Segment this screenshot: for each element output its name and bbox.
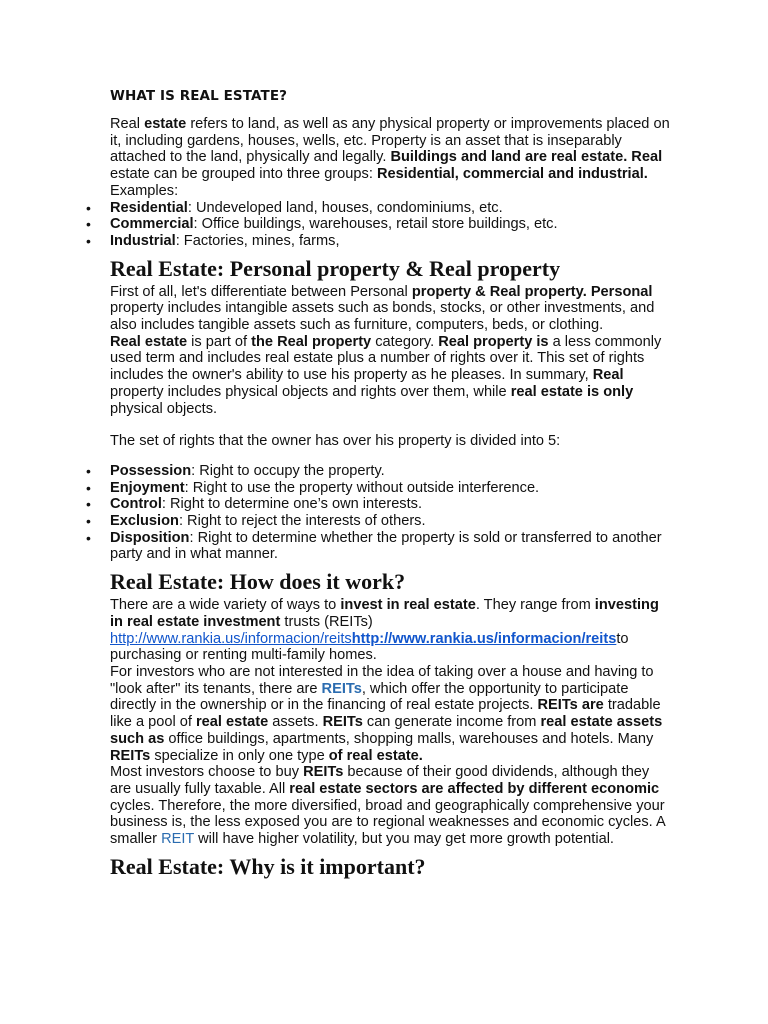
document-page <box>110 86 670 882</box>
bold-text: investing in real estate investment <box>110 597 659 630</box>
bold-text: property & Real property. <box>411 283 587 300</box>
list-term: Industrial <box>110 232 176 249</box>
list-desc: : Right to occupy the property. <box>191 462 385 479</box>
text: because of their good dividends, although they are usually fully taxable. All <box>110 764 650 797</box>
intro-paragraph <box>110 116 670 200</box>
bold-text: REITs are <box>537 697 604 714</box>
bold-text: Residential, commercial and industrial. <box>376 166 648 183</box>
bold-text: Real estate <box>110 333 188 350</box>
text: a less commonly used term and includes real estate plus a number of rights over it. This set of rights includes the owner's ability to use his property as he pleases. In summary, <box>110 333 662 384</box>
text: office buildings, apartments, shopping malls, warehouses and hotels. Many <box>164 730 654 747</box>
text: physical objects. <box>110 400 218 417</box>
text: can generate income from <box>362 714 541 731</box>
list-term: Enjoyment <box>110 479 185 496</box>
reit-term-link[interactable]: REIT <box>161 831 195 848</box>
paragraph <box>110 597 670 664</box>
bold-text: REITs <box>303 764 344 781</box>
reits-link-bold[interactable]: http://www.rankia.us/informacion/reits <box>351 630 617 647</box>
list-item <box>110 216 670 233</box>
text: tradable like a pool of <box>110 697 661 731</box>
text: Examples: <box>110 182 179 199</box>
list-item <box>110 463 670 480</box>
bold-text: invest in real estate <box>340 597 476 614</box>
text: , which offer the opportunity to participate directly in the ownership or in the financing of real estate projects. <box>110 680 629 714</box>
bold-text: real estate assets such as <box>110 714 663 747</box>
paragraph: The set of rights that the owner has over his property is divided into 5: <box>110 433 561 450</box>
text: assets. <box>268 714 323 731</box>
list-item <box>110 496 670 513</box>
section-heading-why-important: Real Estate: Why is it important? <box>110 853 426 879</box>
list-desc: : Office buildings, warehouses, retail store buildings, etc. <box>193 216 558 233</box>
list-item <box>110 513 670 530</box>
bold-text: real estate <box>196 714 269 731</box>
bold-text: Real <box>592 367 624 384</box>
section-heading-how-it-works: Real Estate: How does it work? <box>110 569 406 595</box>
text: is part of <box>187 333 252 350</box>
text: Most investors choose to buy <box>110 764 304 781</box>
text: There are a wide variety of ways to <box>110 597 341 614</box>
list-term: Commercial <box>110 216 194 233</box>
text: trusts (REITs) <box>280 613 373 630</box>
reits-term-link[interactable]: REITs <box>321 680 362 697</box>
list-term: Disposition <box>110 529 190 546</box>
reits-link[interactable]: http://www.rankia.us/informacion/reits <box>110 630 352 647</box>
bold-text: REITs <box>110 747 151 764</box>
list-item <box>110 480 670 497</box>
bold-text: Buildings and land are real estate. Real <box>390 149 663 166</box>
text: will have higher volatility, but you may get more growth potential. <box>194 831 614 848</box>
list-item <box>110 200 670 217</box>
paragraph <box>110 284 670 334</box>
list-term: Possession <box>110 462 192 479</box>
list-item <box>110 530 670 563</box>
paragraph <box>110 334 670 418</box>
text: cycles. Therefore, the more diversified, broad and geographically comprehensive your business is, the less exposed you are to regional weaknesses and economic cycles. A smaller <box>110 797 665 848</box>
list-term: Control <box>110 496 162 513</box>
text: property includes intangible assets such as bonds, stocks, or other investments, and also includes tangible assets such as furniture, computers, beds, or clothing. <box>110 300 655 334</box>
list-desc: : Right to determine one’s own interests. <box>161 496 423 513</box>
text: refers to land, as well as any physical property or improvements placed on it, including gardens, houses, wells, etc. Property is an asset that is inseparably attached to the land, physically and legally. <box>110 116 670 166</box>
section-heading-personal-real: Real Estate: Personal property & Real property <box>110 255 561 281</box>
list-desc: : Undeveloped land, houses, condominiums, etc. <box>187 199 503 216</box>
text: specialize in only one type <box>150 747 329 764</box>
bold-text: of real estate. <box>328 747 423 764</box>
text: category. <box>371 333 439 350</box>
text: First of all, let's differentiate between Personal <box>110 283 412 300</box>
paragraph <box>110 764 670 848</box>
text: to purchasing or renting multi-family homes. <box>110 630 629 664</box>
bold-text: REITs <box>322 714 363 731</box>
list-term: Residential <box>110 199 188 216</box>
text: property includes physical objects and rights over them, while <box>110 383 511 400</box>
bold-text: Personal <box>590 283 653 300</box>
bold-text: the Real property <box>251 333 372 350</box>
list-desc: : Right to reject the interests of others. <box>178 513 426 530</box>
bold-text: real estate sectors are affected by different economic <box>289 780 660 797</box>
list-desc: : Right to use the property without outside interference. <box>184 479 540 496</box>
bold-text: Real property is <box>438 333 549 350</box>
property-groups-list <box>110 200 670 250</box>
bold-text: estate <box>144 116 187 132</box>
bold-text: real estate is only <box>510 383 634 400</box>
list-desc: : Factories, mines, farms, <box>175 232 340 249</box>
list-desc: : Right to determine whether the property is sold or transferred to another party and in what manner. <box>110 529 662 563</box>
list-item <box>110 233 670 250</box>
list-term: Exclusion <box>110 513 179 530</box>
text: estate can be grouped into three groups: <box>110 166 377 183</box>
paragraph <box>110 664 670 764</box>
rights-list <box>110 463 670 563</box>
text: . They range from <box>475 597 595 614</box>
text: For investors who are not interested in the idea of taking over a house and having to "look after" its tenants, there are <box>110 663 654 697</box>
document-title: WHAT IS REAL ESTATE? <box>110 88 288 104</box>
text: Real <box>110 116 145 132</box>
